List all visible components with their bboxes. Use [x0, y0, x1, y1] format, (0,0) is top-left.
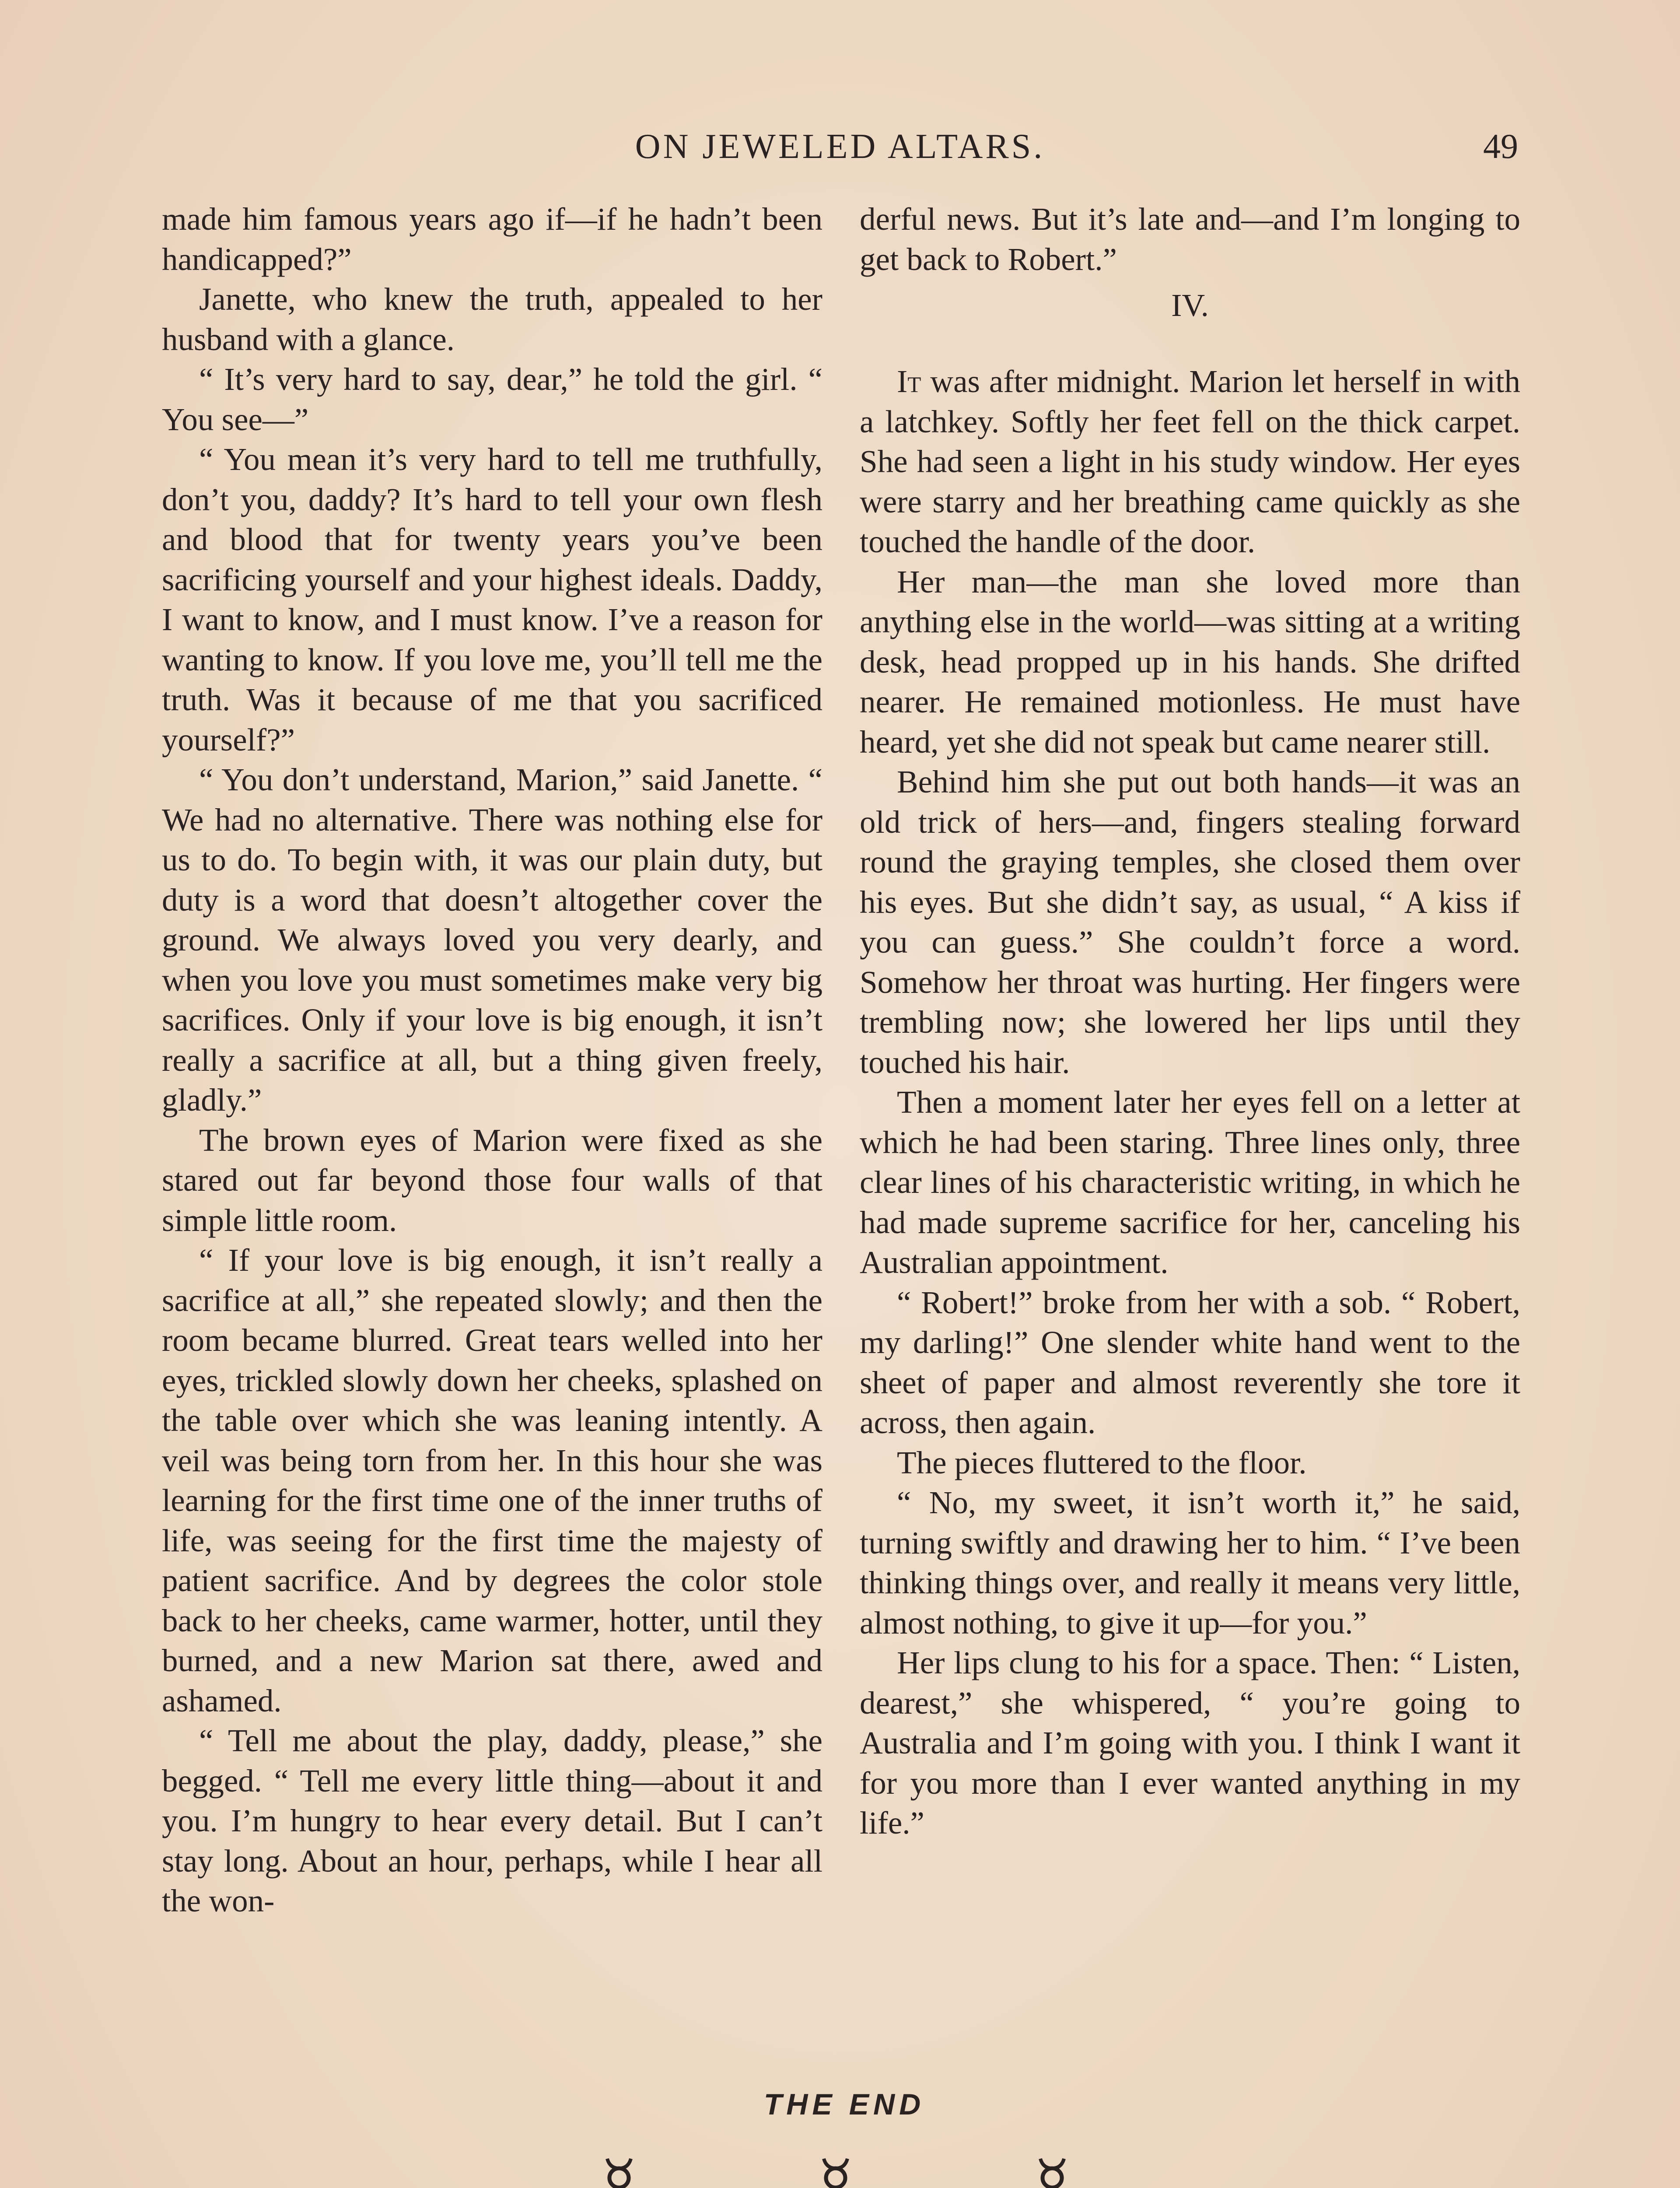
paragraph: “ No, my sweet, it isn’t worth it,” he said, turning swiftly and drawing her to him. “ I’ve been thinking things over, and really it means very little, almost nothing, to give it up—for you.” — [860, 1485, 1520, 1641]
paragraph: made him famous years ago if—if he hadn’t been handicapped?” — [162, 201, 822, 277]
page-number: 49 — [1483, 127, 1518, 166]
paragraph: “ You don’t understand, Marion,” said Janette. “ We had no alternative. There was nothing else for us to do. To begin with, it was our plain duty, but duty is a word that doesn’t altogether cover the ground. We always loved you very dearly, and when you love you must sometimes make very big sacrifices. Only if your love is big enough, it isn’t really a sacrifice at all, but a thing given freely, gladly.” — [162, 762, 822, 1118]
paragraph: Her man—the man she loved more than anything else in the world—was sitting at a writing desk, head propped up in his hands. She drifted nearer. He remained motionless. He must have heard, yet she did not speak but came nearer still. — [860, 564, 1520, 760]
ornament-row — [604, 2155, 1068, 2188]
ornament-icon — [1037, 2155, 1068, 2188]
running-title: ON JEWELED ALTARS. — [635, 127, 1045, 166]
section-heading: IV. — [1171, 288, 1209, 323]
paragraph: Her lips clung to his for a space. Then: “ Listen, dearest,” she whispered, “ you’re going to Australia and I’m going with you. I think I want it for you more than I ever wanted anything in my life.” — [860, 1645, 1520, 1841]
paragraph: The brown eyes of Marion were fixed as she stared out far beyond those four walls of that simple little room. — [162, 1122, 822, 1238]
paragraph: “ If your love is big enough, it isn’t really a sacrifice at all,” she repeated slowly; and then the room became blurred. Great tears welled into her eyes, trickled slowly down her cheeks, splashed on the table over which she was leaning intently. A veil was being torn from her. In this hour she was learning for the first time one of the inner truths of life, was seeing for the first time the majesty of patient sacrifice. And by degrees the color stole back to her cheeks, came warmer, hotter, until they burned, and a new Marion sat there, awed and ashamed. — [162, 1242, 822, 1718]
ornament-icon — [604, 2155, 634, 2188]
paragraph: The pieces fluttered to the floor. — [897, 1445, 1307, 1480]
the-end: THE END — [763, 2088, 925, 2121]
paragraph: “ It’s very hard to say, dear,” he told the girl. “ You see—” — [162, 361, 822, 437]
paragraph-continuation: derful news. But it’s late and—and I’m longing to get back to Robert.” — [860, 201, 1520, 277]
right-column — [860, 199, 1520, 1843]
paragraph — [860, 361, 1520, 562]
paragraph: Then a moment later her eyes fell on a letter at which he had been staring. Three lines only, three clear lines of his characteristic writing, in which he had made supreme sacrifice for her, canceling his Australian appointment. — [860, 1084, 1520, 1280]
paragraph: “ You mean it’s very hard to tell me truthfully, don’t you, daddy? It’s hard to tell your own flesh and blood that for twenty years you’ve been sacrificing yourself and your highest ideals. Daddy, I want to know, and I must know. I’ve a reason for wanting to know. If you love me, you’ll tell me the truth. Was it because of me that you sacrificed yourself?” — [162, 442, 822, 757]
paragraph: Behind him she put out both hands—it was an old trick of hers—and, fingers stealing forward round the graying temples, she closed them over his eyes. But she didn’t say, as usual, “ A kiss if you can guess.” She couldn’t force a word. Somehow her throat was hurting. Her fingers were trembling now; she lowered her lips until they touched his hair. — [860, 764, 1520, 1080]
running-head — [162, 127, 1518, 175]
ornament-icon — [820, 2155, 851, 2188]
text-columns — [162, 199, 1522, 2103]
paragraph: “ Tell me about the play, daddy, please,” she begged. “ Tell me every little thing—about it and you. I’m hungry to hear every detail. But I can’t stay long. About an hour, perhaps, while I hear all the won- — [162, 1723, 822, 1918]
first-word: It — [897, 364, 921, 399]
left-column — [162, 199, 822, 1921]
paragraph-text: was after midnight. Marion let herself in with a latchkey. Softly her feet fell on the thick carpet. She had seen a light in his study window. Her eyes were starry and her breathing came quickly as she touched the handle of the door. — [860, 364, 1520, 559]
paragraph: “ Robert!” broke from her with a sob. “ Robert, my darling!” One slender white hand went to the sheet of paper and almost reverently she tore it across, then again. — [860, 1284, 1520, 1440]
paragraph: Janette, who knew the truth, appealed to her husband with a glance. — [162, 281, 822, 357]
